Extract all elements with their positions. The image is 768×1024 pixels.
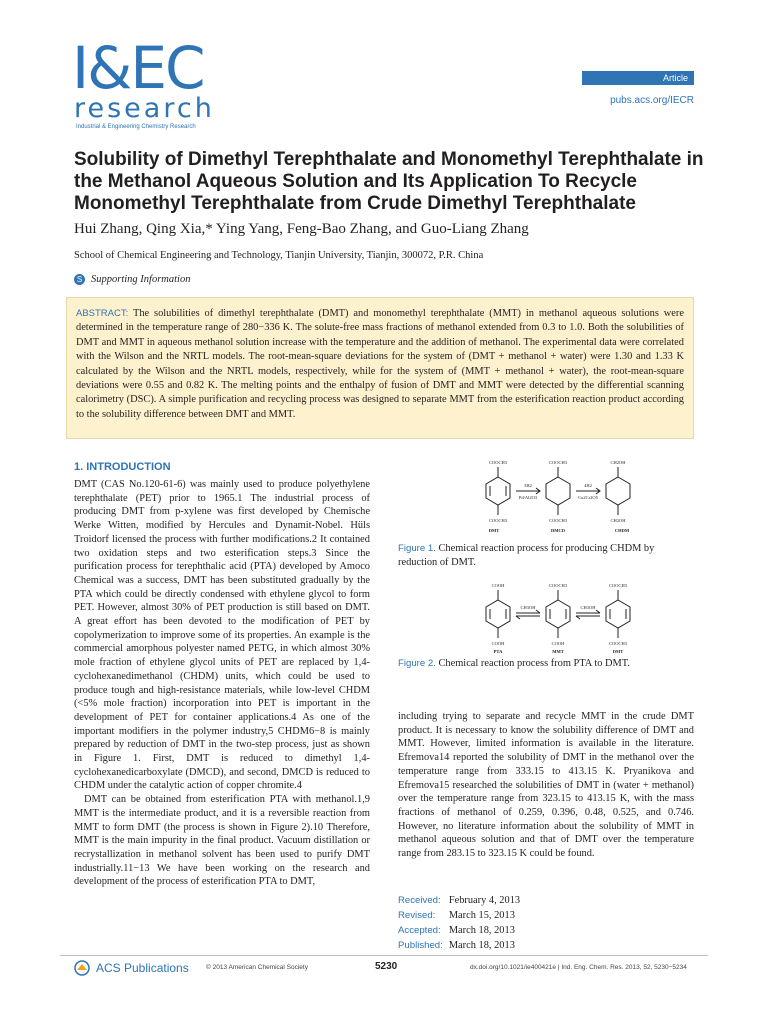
group-label: CH2OH: [610, 460, 626, 465]
history-date: March 15, 2013: [448, 910, 515, 921]
group-label: COOCH3: [488, 518, 508, 523]
group-label: CH2OH: [610, 518, 626, 523]
history-key: Revised:: [398, 910, 436, 921]
abstract-label: ABSTRACT:: [76, 308, 129, 319]
publisher-name: ACS Publications: [96, 961, 189, 975]
group-label: COOCH3: [608, 641, 628, 646]
copyright: © 2013 American Chemical Society: [206, 964, 308, 971]
group-label: COOH: [491, 583, 505, 588]
acs-publications-logo: [74, 960, 189, 976]
figure-1-caption-text: Chemical reaction process for producing CHDM by reduction of DMT.: [398, 543, 655, 568]
catalyst-label: Cu2Cr2O5: [578, 495, 598, 500]
abstract-text: The solubilities of dimethyl terephthalate (DMT) and monomethyl terephthalate (MMT) in methanol aqueous solutions were determined in the temperature range of 280−336 K. The solute-free mass fractions of methanol extended from 0.3 to 1.0. Both the solubilities of DMT and MMT in aqueous methanol solution increase with the temperature and the addition of methanol. The experimental data were correlated with the Wilson and the NRTL models. The root-mean-square deviations for the system of (DMT + methanol + water) were 1.30 and 1.33 K calculated by the Wilson and the NRTL models, respectively, while for the system of (MMT + methanol + water), the root-mean-square deviations were 0.55 and 0.82 K. The melting points and the enthalpy of fusion of DMT and MMT were detected by the differential scanning calorimetry (DSC). A simple purification and recycling process was designed to separate MMT from the esterification reaction product according to the solubility difference between DMT and MMT.: [76, 308, 684, 420]
affiliation: School of Chemical Engineering and Technology, Tianjin University, Tianjin, 300072, P.R. China: [74, 250, 484, 261]
history-key: Published:: [398, 940, 443, 951]
group-label: COOH: [491, 641, 505, 646]
article-type-badge: Article: [582, 71, 694, 85]
journal-logo-research: research: [74, 93, 215, 124]
reagent-label: CH3OH: [580, 605, 596, 610]
supporting-info-icon: S: [74, 274, 85, 285]
article-history: [398, 893, 520, 953]
abstract-box: [66, 297, 694, 439]
catalyst-label: Pd/Al2O3: [518, 495, 538, 500]
section-heading-introduction: 1. INTRODUCTION: [74, 461, 171, 473]
doi-citation[interactable]: dx.doi.org/10.1021/ie400421e | Ind. Eng. Chem. Res. 2013, 52, 5230−5234: [470, 964, 687, 971]
group-label: COOCH3: [548, 518, 568, 523]
history-key: Accepted:: [398, 925, 441, 936]
group-label: COOCH3: [548, 460, 568, 465]
compound-name: CHDM: [614, 528, 630, 533]
reagent-label: CH3OH: [520, 605, 536, 610]
body-column-left: [74, 478, 370, 889]
figure-2-label: Figure 2.: [398, 658, 436, 669]
group-label: COOH: [551, 641, 565, 646]
body-paragraph: DMT can be obtained from esterification PTA with methanol.1,9 MMT is the intermediate product, and it is a reversible reaction from MMT to form DMT (the process is shown in Figure 2).10 Therefore, MMT is the main impurity in the final product. Vacuum distillation or recrystallization in methanol solvent has been used to purify DMT industrially.11−13 We have been working on the research and development of the process of esterification PTA to DMT,: [74, 794, 370, 888]
paper-title: Solubility of Dimethyl Terephthalate and Monomethyl Terephthalate in the Methanol Aqueous Solution and Its Application To Recycle Monomethyl Terephthalate from Crude Dimethyl Terephthalate: [74, 149, 704, 214]
acs-logo-icon: [74, 960, 90, 976]
footer-divider: [60, 955, 708, 956]
author-list: Hui Zhang, Qing Xia,* Ying Yang, Feng-Bao Zhang, and Guo-Liang Zhang: [74, 221, 529, 237]
group-label: COOCH3: [548, 583, 568, 588]
journal-logo: I&EC: [72, 34, 204, 102]
group-label: COOCH3: [608, 583, 628, 588]
history-row: [398, 893, 520, 908]
body-column-right: [398, 710, 694, 861]
supporting-info-link[interactable]: [74, 274, 190, 285]
body-paragraph: DMT (CAS No.120-61-6) was mainly used to produce polyethylene terephthalate (PET) prior to 1965.1 The industrial process of producing DMT from p-xylene was first developed by Chemische Werke Witten, modified by Hercules and Dynamit-Nobel. Hüls Troidorf licensed the process with further modifications.2 It contained two oxidation steps and two esterification steps.3 Since the purification process for terephthalic acid (PTA) developed by Amoco Chemical was a success, DMT has been substituted gradually by the PTA which could be directly condensed with ethylene glycol to form PET. However, almost 30% of PET production is still based on DMT. A great effort has been devoted to the modification of PET by copolymerization to improve some of its properties. An example is the commercial amorphous polyester named PETG, in which almost 30% mole fraction of ethylene glycol units of PET are replaced by 1,4-cyclohexanedimethanol (CHDM) units, which could be used to produce tough and high-resistance materials, while low-level CHDM (<5% mole fraction) incorporation into PET is important in the development of PET for container applications.4 As one of the important modifiers in the polymer industry,5 CHDM6−8 is mainly prepared by reduction of DMT in the two-step process, just as shown in Figure 1. First, DMT is reduced to dimethyl 1,4-cyclohexanedicarboxylate (DMCD), and second, DMCD is reduced to CHDM under the catalytic action of copper chromite.4: [74, 479, 370, 792]
figure-2-caption-text: Chemical reaction process from PTA to DMT.: [438, 658, 630, 669]
compound-name: DMT: [612, 649, 624, 654]
figure-1-label: Figure 1.: [398, 543, 436, 554]
reagent-label: 4H2: [584, 483, 592, 488]
journal-logo-subtitle: Industrial & Engineering Chemistry Research: [76, 124, 196, 130]
history-date: March 18, 2013: [448, 940, 515, 951]
cyclohexane-ring-chdm: [606, 477, 630, 505]
figure-2-caption: [398, 657, 694, 671]
page-number: 5230: [375, 961, 398, 972]
history-date: February 4, 2013: [448, 895, 521, 906]
compound-name: MMT: [552, 649, 564, 654]
history-row: [398, 938, 520, 953]
compound-name: PTA: [493, 649, 503, 654]
figure-2-scheme: [470, 578, 650, 654]
reagent-label: 3H2: [524, 483, 532, 488]
journal-url-link[interactable]: pubs.acs.org/IECR: [610, 95, 694, 106]
history-row: [398, 923, 520, 938]
figure-1-scheme: [470, 455, 650, 537]
cyclohexane-ring-dmcd: [546, 477, 570, 505]
compound-name: DMCD: [551, 528, 565, 533]
group-label: COOCH3: [488, 460, 508, 465]
history-row: [398, 908, 520, 923]
body-paragraph: including trying to separate and recycle MMT in the crude DMT product. It is necessary to know the solubility difference of DMT and MMT. However, limited information is available in the literature. Efremova14 reported the solubility of DMT in the methanol over the temperature range from 333.15 to 413.15 K. Pryanikova and Efremova15 researched the solubilities of DMT in (water + methanol) over the temperature range from 323.15 to 413.15 K, with the mass fractions of methanol of 0.259, 0.396, 0.48, 0.525, and 0.746. However, no literature information about the solubility of MMT in methanol aqueous solution and that of DMT over the temperature range from 283.15 to 323.15 K could be found.: [398, 711, 694, 860]
supporting-info-label: Supporting Information: [91, 274, 191, 285]
history-key: Received:: [398, 895, 441, 906]
history-date: March 18, 2013: [448, 925, 515, 936]
compound-name: DMT: [488, 528, 500, 533]
figure-1-caption: [398, 542, 694, 569]
